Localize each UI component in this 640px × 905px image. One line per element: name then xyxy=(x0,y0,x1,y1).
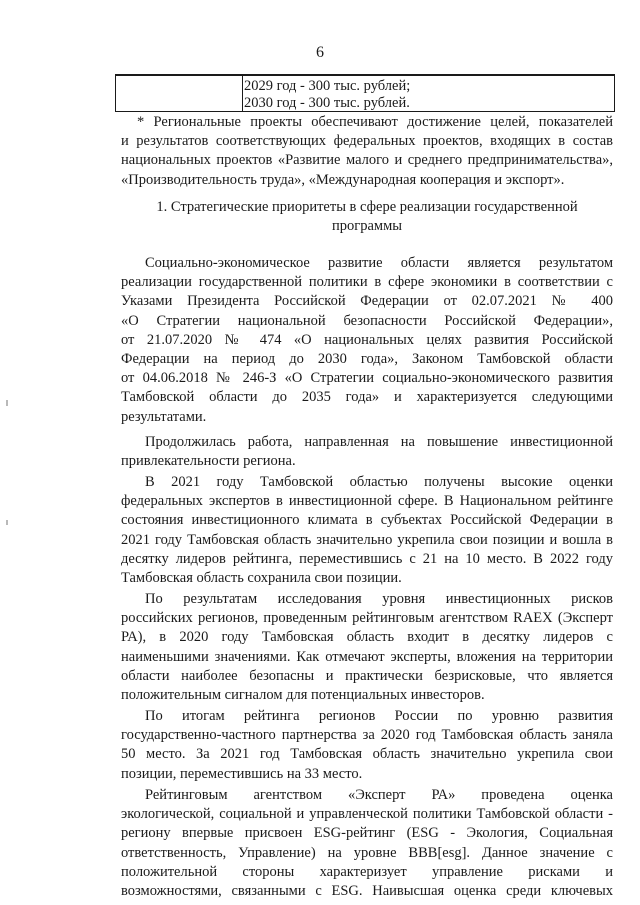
scan-margin-mark xyxy=(6,520,8,525)
paragraph-line: состояния инвестиционного климата в субъектах Российской Федерации в xyxy=(121,512,613,529)
funding-table-continuation xyxy=(115,74,615,112)
table-cell-2029: 2029 год - 300 тыс. рублей; xyxy=(244,78,411,94)
section-heading xyxy=(121,198,613,236)
paragraph-line: Рейтинговым агентством «Эксперт РА» проведена оценка xyxy=(145,787,613,803)
footnote xyxy=(121,113,613,190)
table-column-divider xyxy=(242,76,243,111)
paragraph-line: федеральных экспертов в инвестиционной сфере. В Национальном рейтинге xyxy=(121,493,613,510)
section-heading-line: программы xyxy=(332,218,402,235)
paragraph-line: области наиболее безопасны и практически безрисковые, что является xyxy=(121,667,613,684)
paragraph-line: положительной стороны характеризует управление рисками и xyxy=(121,863,613,880)
paragraph-line: десятку лидеров рейтинга, переместившись с 21 на 10 место. В 2022 году xyxy=(121,550,613,567)
table-cell-2030: 2030 год - 300 тыс. рублей. xyxy=(244,95,410,111)
page-number: 6 xyxy=(316,44,324,61)
paragraph-line: Федерации на период до 2030 года», Законом Тамбовской области xyxy=(121,351,613,368)
paragraph-line: позиции, переместившись на 33 место. xyxy=(121,765,363,782)
paragraph-investment-work xyxy=(121,433,613,471)
section-heading-line: 1. Стратегические приоритеты в сфере реализации государственной xyxy=(156,199,578,215)
paragraph-line: 50 место. За 2021 год Тамбовская область значительно укрепила свои xyxy=(121,746,613,763)
paragraph-line: По результатам исследования уровня инвестиционных рисков xyxy=(145,591,613,607)
paragraph-line: По итогам рейтинга регионов России по уровню развития xyxy=(145,708,613,724)
paragraph-line: наименьшими значениями. Как отмечают эксперты, вложения на территории xyxy=(121,648,613,665)
paragraph-line: реализации государственной политики в сфере экономики в соответствии с xyxy=(121,274,613,291)
footnote-line: * Региональные проекты обеспечивают достижение целей, показателей xyxy=(137,114,613,130)
paragraph-line: Продолжилась работа, направленная на повышение инвестиционной xyxy=(145,434,613,450)
paragraph-line: положительным сигналом для потенциальных инвесторов. xyxy=(121,687,485,704)
paragraph-line: региону впервые присвоен ESG-рейтинг (ESG - Экология, Социальная xyxy=(121,825,613,842)
paragraph-investment-rating xyxy=(121,473,613,588)
paragraph-line: В 2021 году Тамбовской областью получены высокие оценки xyxy=(145,474,613,490)
paragraph-line: РА), в 2020 году Тамбовская область входит в десятку лидеров с xyxy=(121,629,613,646)
paragraph-line: Социально-экономическое развитие области является результатом xyxy=(145,255,613,271)
paragraph-line: Тамбовской области до 2035 года» и характеризуется следующими xyxy=(121,389,613,406)
paragraph-ppp-rating xyxy=(121,707,613,784)
paragraph-line: российских регионов, проведенным рейтинговым агентством RAEX (Эксперт xyxy=(121,610,613,627)
paragraph-line: «О Стратегии национальной безопасности Российской Федерации», xyxy=(121,312,613,329)
paragraph-line: 2021 году Тамбовская область значительно укрепила свои позиции и вошла в xyxy=(121,531,613,548)
paragraph-line: результатами. xyxy=(121,408,207,425)
footnote-line: «Производительность труда», «Международная кооперация и экспорт». xyxy=(121,171,565,188)
paragraph-line: привлекательности региона. xyxy=(121,453,296,470)
paragraph-line: Тамбовская область сохранила свои позиции. xyxy=(121,570,402,587)
paragraph-line: ответственность, Управление) на уровне BBB[esg]. Данное значение с xyxy=(121,844,613,861)
paragraph-raex-risks xyxy=(121,590,613,705)
paragraph-line: от 04.06.2018 № 246-З «О Стратегии социально-экономического развития xyxy=(121,370,613,387)
paragraph-line: от 21.07.2020 № 474 «О национальных целях развития Российской xyxy=(121,331,613,348)
scan-margin-mark xyxy=(6,400,8,406)
paragraph-line: экологической, социальной и управленческой политики Тамбовской области - xyxy=(121,806,613,823)
paragraph-line: Указами Президента Российской Федерации от 02.07.2021 № 400 xyxy=(121,293,613,310)
paragraph-line: государственно-частного партнерства за 2020 год Тамбовская область заняла xyxy=(121,727,613,744)
paragraph-line: возможностями, связанными с ESG. Наивысшая оценка среди ключевых xyxy=(121,883,613,900)
footnote-line: и результатов соответствующих федеральных проектов, входящих в состав xyxy=(121,133,613,150)
paragraph-socio-economic xyxy=(121,254,613,427)
footnote-line: национальных проектов «Развитие малого и среднего предпринимательства», xyxy=(121,152,613,169)
paragraph-esg-rating xyxy=(121,786,613,901)
